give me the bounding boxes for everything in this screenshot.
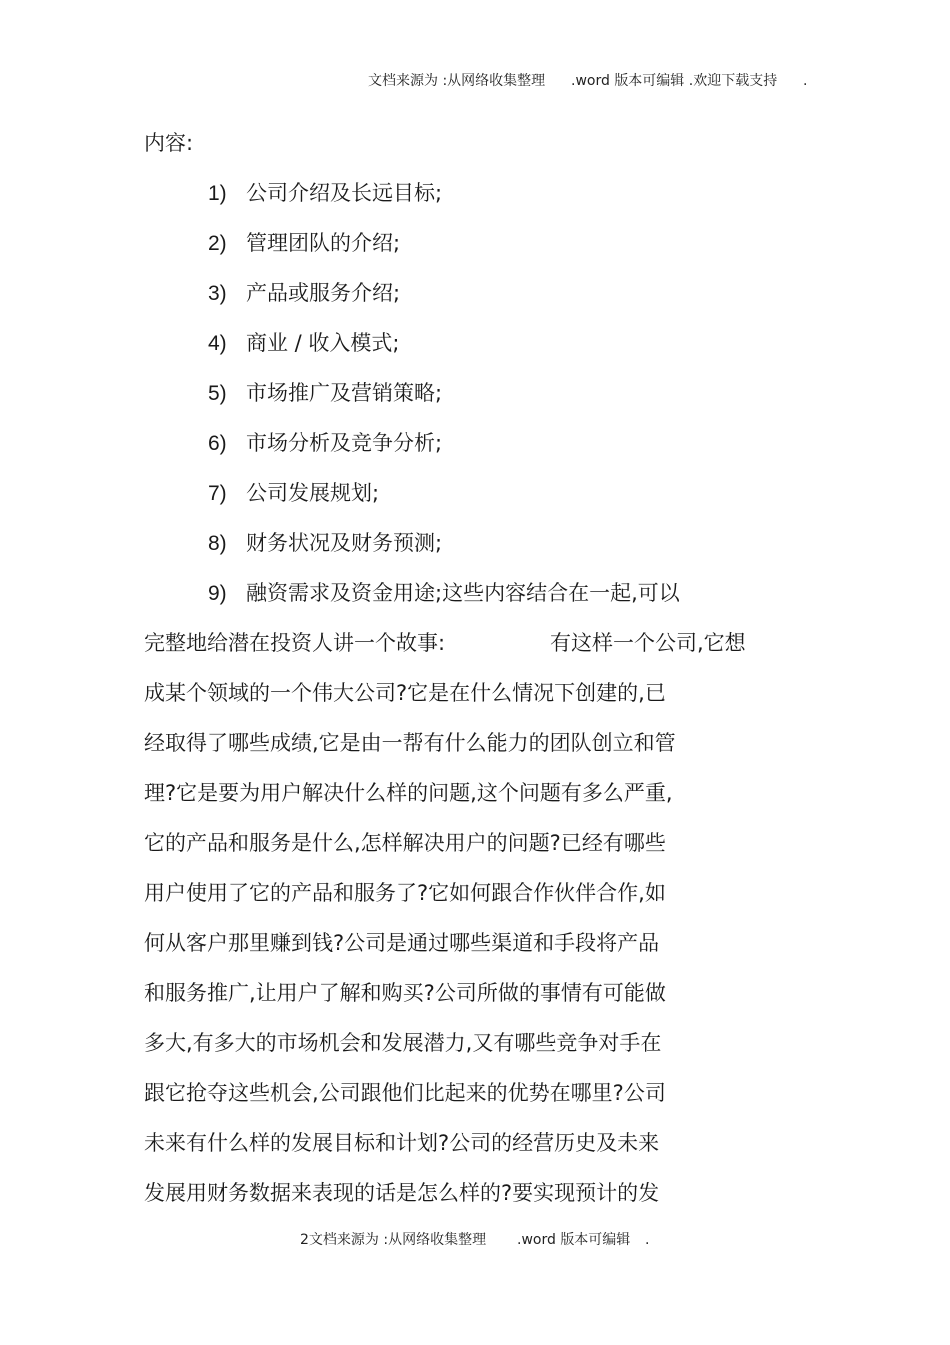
list-item-text: 公司发展规划; — [246, 481, 380, 505]
list-item-number: 2) — [208, 232, 227, 255]
list-item-number: 6) — [208, 432, 227, 455]
footer-source-text: 2文档来源为 :从网络收集整理 — [300, 1232, 487, 1248]
page-footer — [0, 1231, 950, 1303]
list-item-text: 市场推广及营销策略; — [246, 381, 443, 405]
list-item — [208, 180, 442, 207]
paragraph-line: 用户使用了它的产品和服务了?它如何跟合作伙伴合作,如 — [144, 881, 666, 905]
list-item-number: 8) — [208, 532, 227, 555]
paragraph-line: 它的产品和服务是什么,怎样解决用户的问题?已经有哪些 — [144, 831, 666, 855]
list-item-text: 产品或服务介绍; — [246, 281, 401, 305]
paragraph-line: 发展用财务数据来表现的话是怎么样的?要实现预计的发 — [144, 1181, 660, 1205]
list-item-text: 商业 / 收入模式; — [246, 331, 400, 355]
paragraph-line: 经取得了哪些成绩,它是由一帮有什么能力的团队创立和管 — [144, 731, 676, 755]
list-item-text: 融资需求及资金用途;这些内容结合在一起,可以 — [246, 581, 680, 605]
paragraph-line: 理?它是要为用户解决什么样的问题,这个问题有多么严重, — [144, 781, 673, 805]
list-item-number: 7) — [208, 482, 227, 505]
header-edit-text: .word 版本可编辑 .欢迎下载支持 — [571, 73, 778, 89]
list-item-number: 3) — [208, 282, 227, 305]
header-source-text: 文档来源为 :从网络收集整理 — [368, 73, 546, 89]
footer-edit-text: .word 版本可编辑 — [517, 1232, 631, 1248]
paragraph-line: 何从客户那里赚到钱?公司是通过哪些渠道和手段将产品 — [144, 931, 660, 955]
list-item-number: 4) — [208, 332, 227, 355]
list-item-text: 财务状况及财务预测; — [246, 531, 443, 555]
paragraph-line: 有这样一个公司,它想 — [550, 631, 746, 655]
list-item — [208, 530, 442, 557]
list-item — [208, 430, 442, 457]
list-item — [208, 580, 680, 607]
list-item-text: 管理团队的介绍; — [246, 231, 401, 255]
paragraph-line: 成某个领域的一个伟大公司?它是在什么情况下创建的,已 — [144, 681, 666, 705]
footer-period: . — [645, 1232, 650, 1248]
list-item — [208, 230, 400, 257]
content-heading: 内容: — [144, 131, 194, 155]
paragraph-line: 和服务推广,让用户了解和购买?公司所做的事情有可能做 — [144, 981, 666, 1005]
header-period: . — [803, 73, 808, 89]
list-item-text: 公司介绍及长远目标; — [246, 181, 443, 205]
paragraph-line: 完整地给潜在投资人讲一个故事: — [144, 631, 446, 655]
list-item-number: 1) — [208, 182, 227, 205]
list-item — [208, 380, 442, 407]
list-item-number: 5) — [208, 382, 227, 405]
list-item-number: 9) — [208, 582, 227, 605]
paragraph-line: 跟它抢夺这些机会,公司跟他们比起来的优势在哪里?公司 — [144, 1081, 666, 1105]
list-item-text: 市场分析及竞争分析; — [246, 431, 443, 455]
paragraph-line: 未来有什么样的发展目标和计划?公司的经营历史及未来 — [144, 1131, 660, 1155]
page-header — [0, 72, 950, 144]
list-item — [208, 330, 400, 357]
list-item — [208, 480, 379, 507]
paragraph-line: 多大,有多大的市场机会和发展潜力,又有哪些竞争对手在 — [144, 1031, 662, 1055]
list-item — [208, 280, 400, 307]
